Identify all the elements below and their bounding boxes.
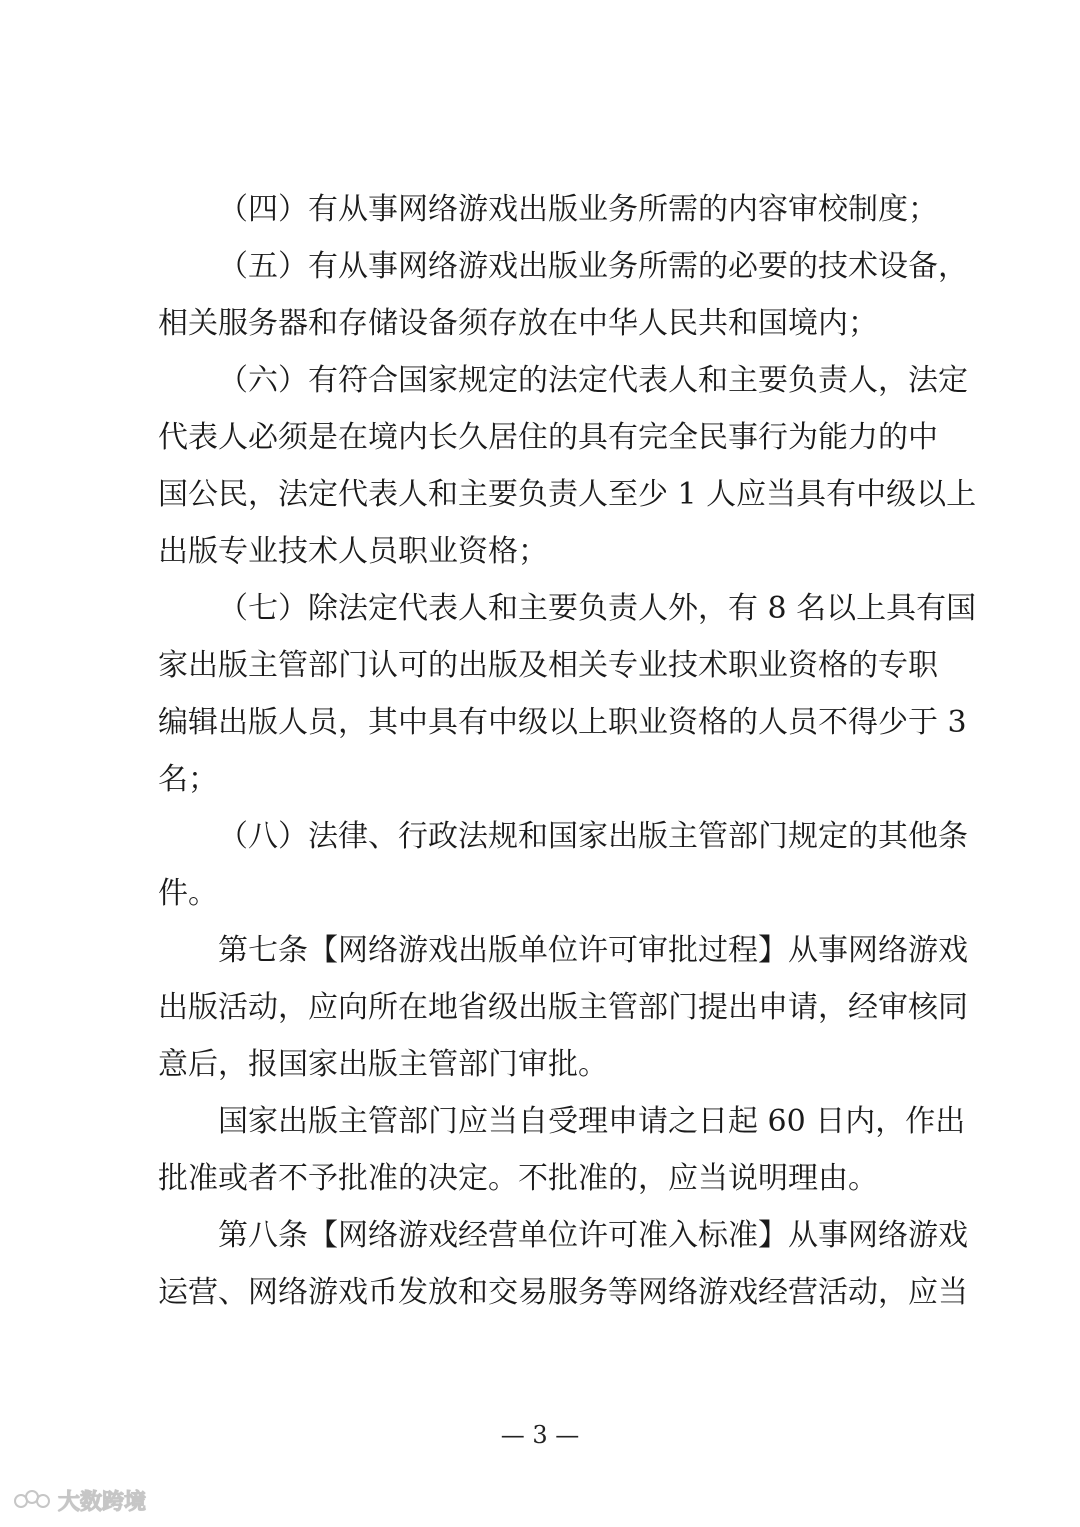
text-line: 代表人必须是在境内长久居住的具有完全民事行为能力的中 <box>158 420 938 455</box>
text-line: 第七条【网络游戏出版单位许可审批过程】从事网络游戏 <box>218 933 968 968</box>
text-line: 出版活动，应向所在地省级出版主管部门提出申请，经审核同 <box>158 990 968 1025</box>
text-line: 国家出版主管部门应当自受理申请之日起 60 日内，作出 <box>218 1104 966 1139</box>
text-line: （五）有从事网络游戏出版业务所需的必要的技术设备， <box>218 249 968 284</box>
text-line: （七）除法定代表人和主要负责人外，有 8 名以上具有国 <box>218 591 977 626</box>
text-line: （六）有符合国家规定的法定代表人和主要负责人，法定 <box>218 363 968 398</box>
text-line: （四）有从事网络游戏出版业务所需的内容审校制度； <box>218 192 938 227</box>
text-line: 件。 <box>158 876 218 911</box>
text-line: 编辑出版人员，其中具有中级以上职业资格的人员不得少于 3 <box>158 705 967 740</box>
text-line: 相关服务器和存储设备须存放在中华人民共和国境内； <box>158 306 878 341</box>
text-line: 批准或者不予批准的决定。不批准的，应当说明理由。 <box>158 1161 878 1196</box>
text-line: 家出版主管部门认可的出版及相关专业技术职业资格的专职 <box>158 648 938 683</box>
text-line: 名； <box>158 762 218 797</box>
text-line: 国公民，法定代表人和主要负责人至少 1 人应当具有中级以上 <box>158 477 977 512</box>
text-line: （八）法律、行政法规和国家出版主管部门规定的其他条 <box>218 819 968 854</box>
page-number: — 3 — <box>500 1421 580 1449</box>
watermark <box>12 1480 146 1520</box>
text-line: 运营、网络游戏币发放和交易服务等网络游戏经营活动，应当 <box>158 1275 968 1310</box>
text-line: 出版专业技术人员职业资格； <box>158 534 548 569</box>
text-line: 第八条【网络游戏经营单位许可准入标准】从事网络游戏 <box>218 1218 968 1253</box>
watermark-logo-icon <box>12 1487 52 1513</box>
text-line: 意后，报国家出版主管部门审批。 <box>158 1047 608 1082</box>
watermark-text: 大数跨境 <box>58 1489 147 1515</box>
